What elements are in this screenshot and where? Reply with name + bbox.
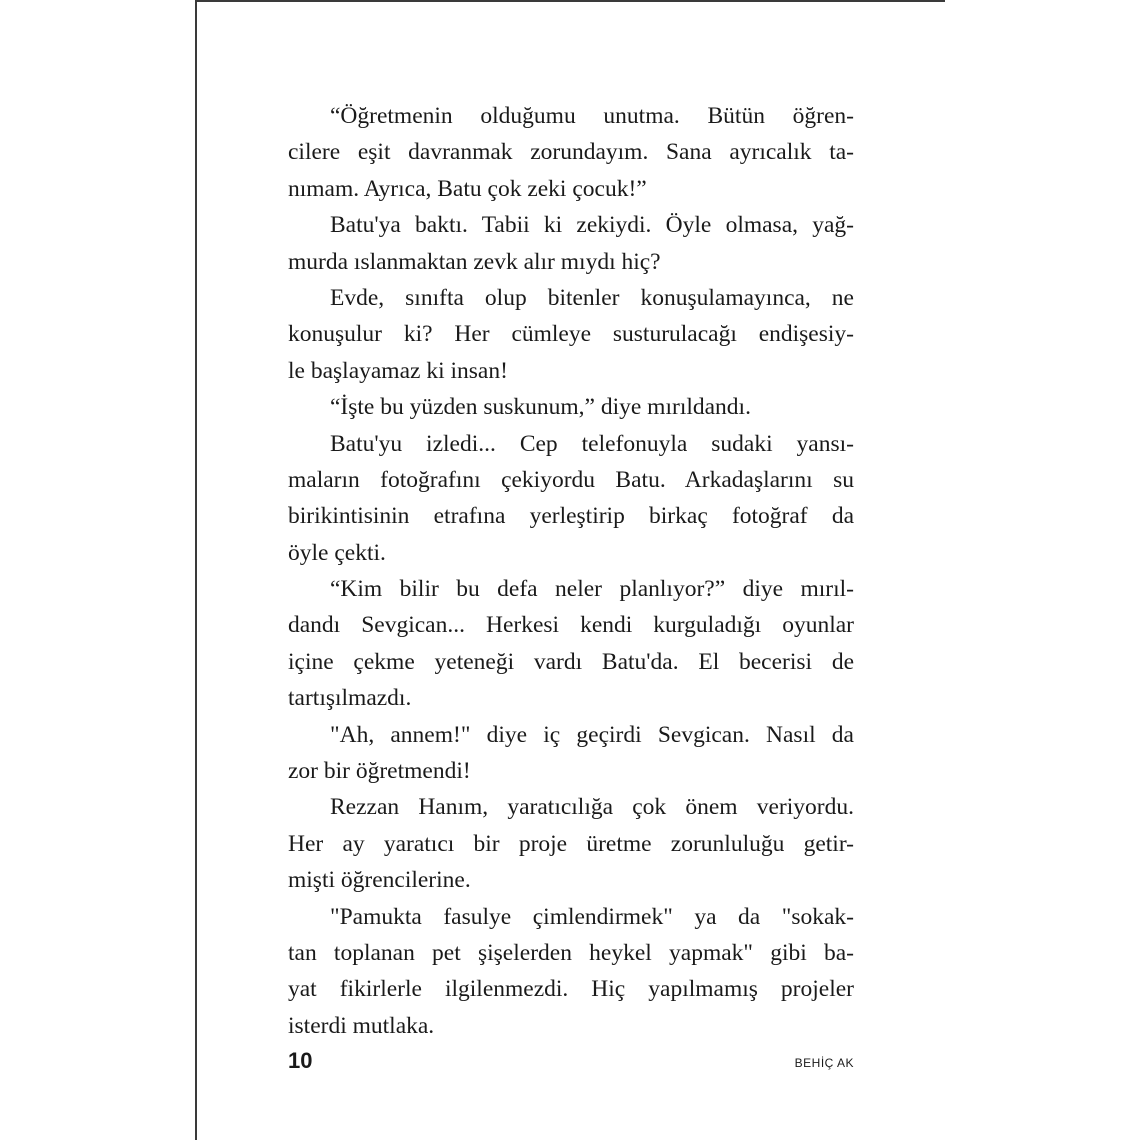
text-line: Rezzan Hanım, yaratıcılığa çok önem veriyordu. — [330, 794, 854, 821]
text-line: konuşulur ki? Her cümleye susturulacağı endişesiy- — [288, 321, 854, 348]
text-line: tartışılmazdı. — [288, 685, 412, 712]
text-line: Batu'yu izledi... Cep telefonuyla sudaki yansı- — [330, 430, 854, 457]
author-name: BEHİÇ AK — [794, 1056, 854, 1070]
text-line: le başlayamaz ki insan! — [288, 357, 508, 384]
text-line: Evde, sınıfta olup bitenler konuşulamayınca, ne — [330, 284, 854, 311]
text-line: “Öğretmenin olduğumu unutma. Bütün öğren- — [330, 103, 854, 129]
page-number: 10 — [288, 1048, 313, 1073]
text-line: “Kim bilir bu defa neler planlıyor?” diye mırıl- — [330, 576, 854, 603]
text-line: “İşte bu yüzden suskunum,” diye mırıldandı. — [330, 394, 751, 421]
text-line: mişti öğrencilerine. — [288, 867, 471, 894]
text-line: içine çekme yeteneği vardı Batu'da. El becerisi de — [288, 648, 854, 675]
text-line: maların fotoğrafını çekiyordu Batu. Arkadaşlarını su — [288, 466, 854, 493]
text-line: tan toplanan pet şişelerden heykel yapmak" gibi ba- — [288, 939, 854, 966]
text-line: "Ah, annem!" diye iç geçirdi Sevgican. Nasıl da — [330, 721, 854, 748]
page-top-edge — [195, 0, 945, 2]
text-line: öyle çekti. — [288, 539, 386, 566]
page-left-edge — [195, 0, 197, 1140]
text-line: zor bir öğretmendi! — [288, 758, 471, 785]
text-line: dandı Sevgican... Herkesi kendi kurguladığı oyunlar — [288, 612, 854, 639]
text-line: Batu'ya baktı. Tabii ki zekiydi. Öyle olmasa, yağ- — [330, 212, 854, 239]
text-line: murda ıslanmaktan zevk alır mıydı hiç? — [288, 248, 661, 275]
text-line: Her ay yaratıcı bir proje üretme zorunluluğu getir- — [288, 830, 854, 857]
text-line: nımam. Ayrıca, Batu çok zeki çocuk!” — [288, 175, 647, 202]
text-line: "Pamukta fasulye çimlendirmek" ya da "sokak- — [330, 903, 854, 930]
body-text — [288, 98, 854, 1044]
text-line: yat fikirlerle ilgilenmezdi. Hiç yapılmamış projeler — [288, 976, 854, 1003]
text-line: isterdi mutlaka. — [288, 1012, 435, 1039]
text-line: birikintisinin etrafına yerleştirip birkaç fotoğraf da — [288, 503, 854, 530]
text-line: cilere eşit davranmak zorundayım. Sana ayrıcalık ta- — [288, 139, 854, 166]
